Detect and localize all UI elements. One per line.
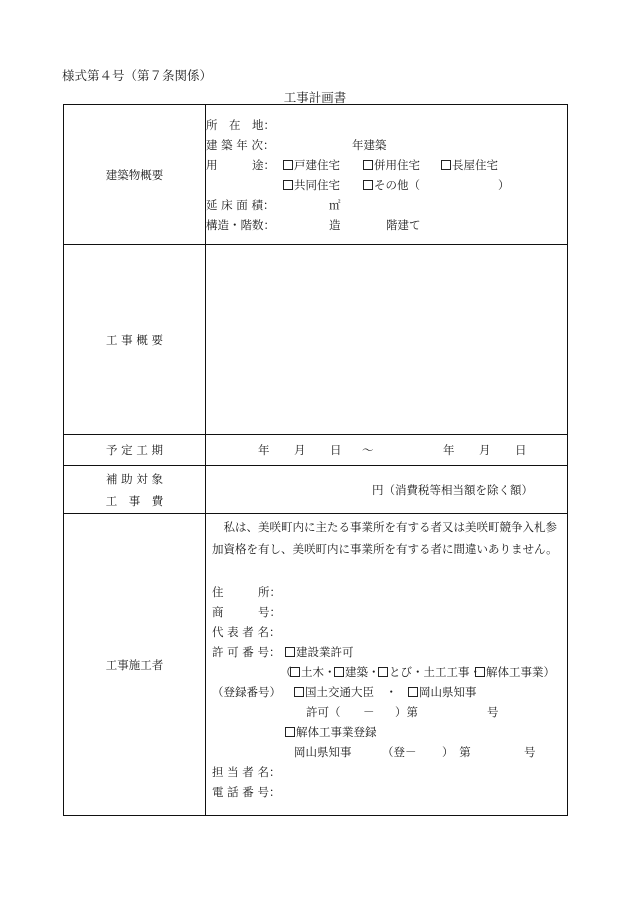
- structure-unit: 造: [329, 217, 341, 232]
- period-tilde: ～: [362, 443, 374, 457]
- building-overview-label: 建築物概要: [64, 105, 206, 245]
- demolition-registration-row: [212, 722, 567, 742]
- start-day-unit: 日: [330, 443, 342, 457]
- contractor-content: [206, 514, 568, 816]
- subsidy-field[interactable]: [206, 466, 568, 514]
- registration-format-row[interactable]: 岡山県知事 （登－ ） 第 号: [294, 745, 536, 759]
- schedule-label: 予 定 工 期: [64, 435, 206, 466]
- checkbox-icon: [363, 160, 373, 170]
- floor-area-label: 延 床 面 積：: [206, 197, 275, 212]
- checkbox-icon: [475, 667, 485, 677]
- permit-type-demolition[interactable]: 解体工事業）: [475, 662, 555, 682]
- registration-row: （登録番号） 国土交通大臣 ・ 岡山県知事: [212, 682, 567, 702]
- contractor-label: 工事施工者: [64, 514, 206, 816]
- building-overview-row: [64, 105, 568, 245]
- use-row-2: [206, 175, 567, 195]
- floor-area-unit: ㎡: [329, 197, 341, 212]
- permit-type-building[interactable]: 建築・: [334, 662, 380, 682]
- use-option-apartment[interactable]: 共同住宅: [283, 175, 340, 195]
- permit-number-row: 許 可 番 号： 建設業許可: [212, 642, 567, 662]
- use-option-mixed[interactable]: 併用住宅: [363, 155, 420, 175]
- start-year-unit: 年: [258, 443, 270, 457]
- contractor-address-row[interactable]: 住 所：: [212, 585, 281, 599]
- checkbox-icon: [283, 180, 293, 190]
- address-label: 所 在 地：: [206, 117, 275, 132]
- permit-type-earthwork[interactable]: とび・土工工事・: [378, 662, 481, 682]
- permit-type-civil[interactable]: 土木・: [290, 662, 336, 682]
- end-year-unit: 年: [443, 443, 455, 457]
- checkbox-icon: [408, 687, 418, 697]
- floors-unit: 階建て: [386, 217, 421, 232]
- contractor-row: [64, 514, 568, 816]
- form-title: 工事計画書: [283, 90, 347, 105]
- subsidy-unit: 円（消費税等相当額を除く額）: [372, 482, 533, 497]
- checkbox-icon: [283, 160, 293, 170]
- structure-row[interactable]: [206, 215, 567, 235]
- contractor-declaration: 私は、美咲町内に主たる事業所を有する者又は美咲町競争入札参加資格を有し、美咲町内に事業所を有する者に間違いありません。: [212, 520, 558, 556]
- subsidy-label: 補 助 対 象 工 事 費: [64, 466, 206, 514]
- build-year-row[interactable]: [206, 135, 567, 155]
- governor-option[interactable]: 岡山県知事: [408, 682, 477, 702]
- use-option-other[interactable]: その他（: [363, 175, 420, 195]
- minister-option[interactable]: 国土交通大臣 ・: [294, 682, 397, 702]
- checkbox-icon: [290, 667, 300, 677]
- subsidy-row: [64, 466, 568, 514]
- end-day-unit: 日: [515, 443, 527, 457]
- work-summary-row: [64, 245, 568, 435]
- work-summary-field[interactable]: [206, 245, 568, 435]
- checkbox-icon: [294, 687, 304, 697]
- address-row[interactable]: [206, 115, 567, 135]
- checkbox-icon: [285, 727, 295, 737]
- demolition-registration-option[interactable]: 解体工事業登録: [285, 722, 377, 742]
- end-month-unit: 月: [479, 443, 491, 457]
- schedule-field[interactable]: [206, 435, 568, 466]
- permit-format-row[interactable]: 許可（ － ）第 号: [306, 705, 499, 719]
- checkbox-icon: [285, 647, 295, 657]
- person-in-charge-row[interactable]: 担 当 者 名：: [212, 765, 281, 779]
- use-option-row-house[interactable]: 長屋住宅: [441, 155, 498, 175]
- floor-area-row[interactable]: [206, 195, 567, 215]
- work-summary-label: 工 事 概 要: [64, 245, 206, 435]
- checkbox-icon: [334, 667, 344, 677]
- representative-row[interactable]: 代 表 者 名：: [212, 625, 281, 639]
- use-option-other-close: ）: [498, 177, 510, 192]
- permit-types-row: （ 土木・ 建築・ とび・土工工事・ 解体工事業）: [212, 662, 567, 682]
- trade-name-row[interactable]: 商 号：: [212, 605, 281, 619]
- use-label: 用 途：: [206, 157, 275, 172]
- structure-label: 構造・階数：: [206, 217, 275, 232]
- build-year-suffix: 年建築: [352, 137, 387, 152]
- work-plan-table: [63, 104, 568, 816]
- use-row: [206, 155, 567, 175]
- checkbox-icon: [378, 667, 388, 677]
- checkbox-icon: [363, 180, 373, 190]
- form-number: 様式第４号（第７条関係）: [62, 68, 213, 83]
- construction-permit-option[interactable]: 建設業許可: [285, 642, 354, 662]
- building-overview-content: [206, 105, 568, 245]
- schedule-row: [64, 435, 568, 466]
- checkbox-icon: [441, 160, 451, 170]
- phone-row[interactable]: 電 話 番 号：: [212, 785, 281, 799]
- build-year-label: 建 築 年 次：: [206, 137, 275, 152]
- use-option-detached[interactable]: 戸建住宅: [283, 155, 340, 175]
- start-month-unit: 月: [294, 443, 306, 457]
